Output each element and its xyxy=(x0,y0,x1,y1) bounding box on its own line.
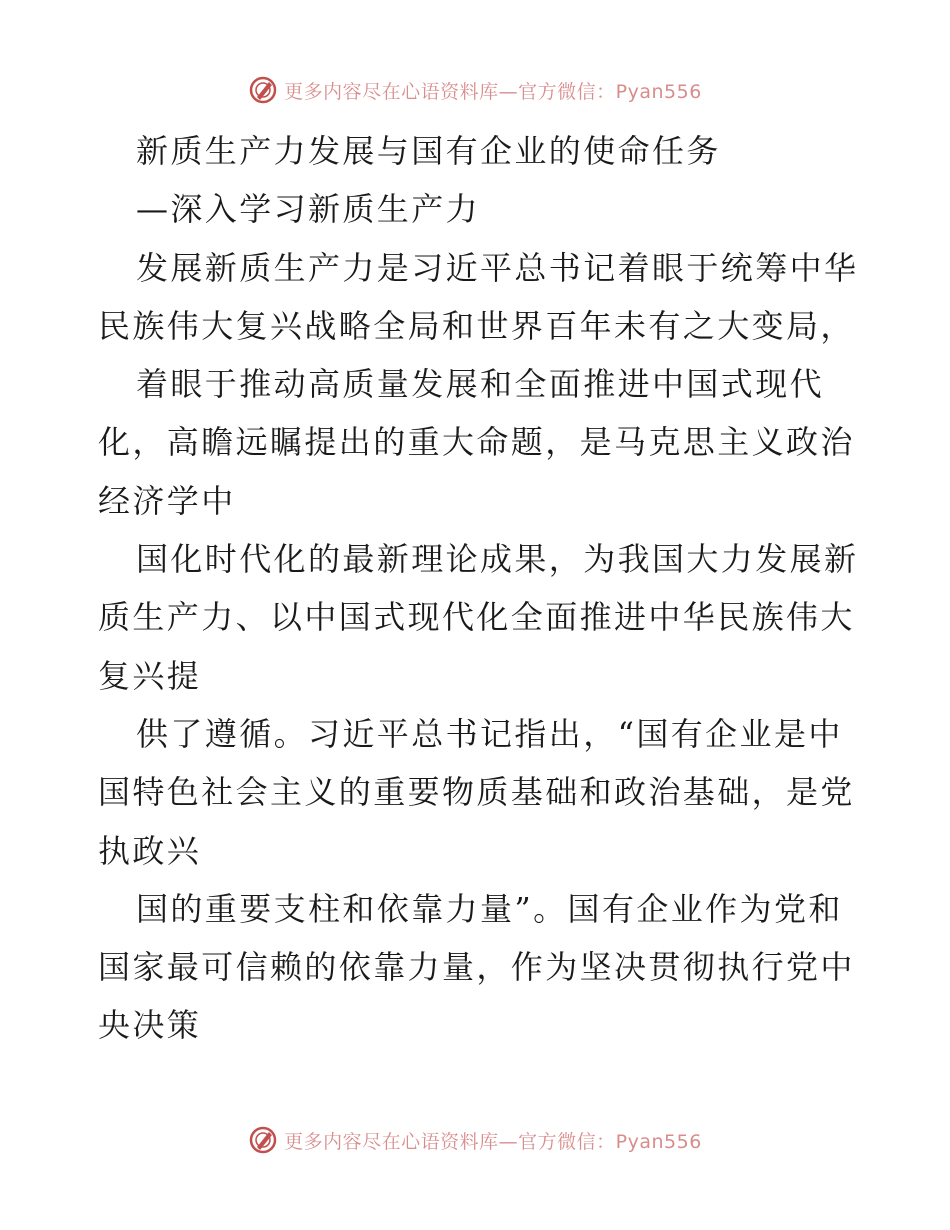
paragraph-line: 着眼于推动高质量发展和全面推进中国式现代 xyxy=(136,365,825,404)
paragraph-line: 国特色社会主义的重要物质基础和政治基础，是党 xyxy=(98,773,855,812)
document-body xyxy=(98,122,858,1055)
paragraph-line: 经济学中 xyxy=(98,481,236,520)
pen-logo-icon xyxy=(248,1125,278,1155)
paragraph-line: 化，高瞻远瞩提出的重大命题，是马克思主义政治 xyxy=(98,423,855,462)
paragraph-line: 国的重要支柱和依靠力量”。国有企业作为党和 xyxy=(136,889,843,928)
pen-logo-icon xyxy=(248,75,278,105)
paragraph-line: 执政兴 xyxy=(98,831,202,870)
doc-subtitle: —深入学习新质生产力 xyxy=(136,190,481,229)
paragraph-line: 央决策 xyxy=(98,1006,202,1045)
paragraph-line: 质生产力、以中国式现代化全面推进中华民族伟大 xyxy=(98,598,855,637)
header-watermark xyxy=(0,70,950,110)
footer-watermark xyxy=(0,1120,950,1160)
paragraph-line: 供了遵循。习近平总书记指出，“国有企业是中 xyxy=(136,714,843,753)
paragraph-line: 复兴提 xyxy=(98,656,202,695)
doc-title: 新质生产力发展与国有企业的使命任务 xyxy=(136,132,721,170)
watermark-text: 更多内容尽在心语资料库—官方微信：Pyan556 xyxy=(284,1130,702,1153)
paragraph-line: 民族伟大复兴战略全局和世界百年未有之大变局， xyxy=(98,306,855,345)
watermark-text: 更多内容尽在心语资料库—官方微信：Pyan556 xyxy=(284,80,702,103)
paragraph-line: 发展新质生产力是习近平总书记着眼于统筹中华 xyxy=(136,248,859,287)
paragraph-line: 国化时代化的最新理论成果，为我国大力发展新 xyxy=(136,540,859,579)
paragraph-line: 国家最可信赖的依靠力量，作为坚决贯彻执行党中 xyxy=(98,948,855,987)
